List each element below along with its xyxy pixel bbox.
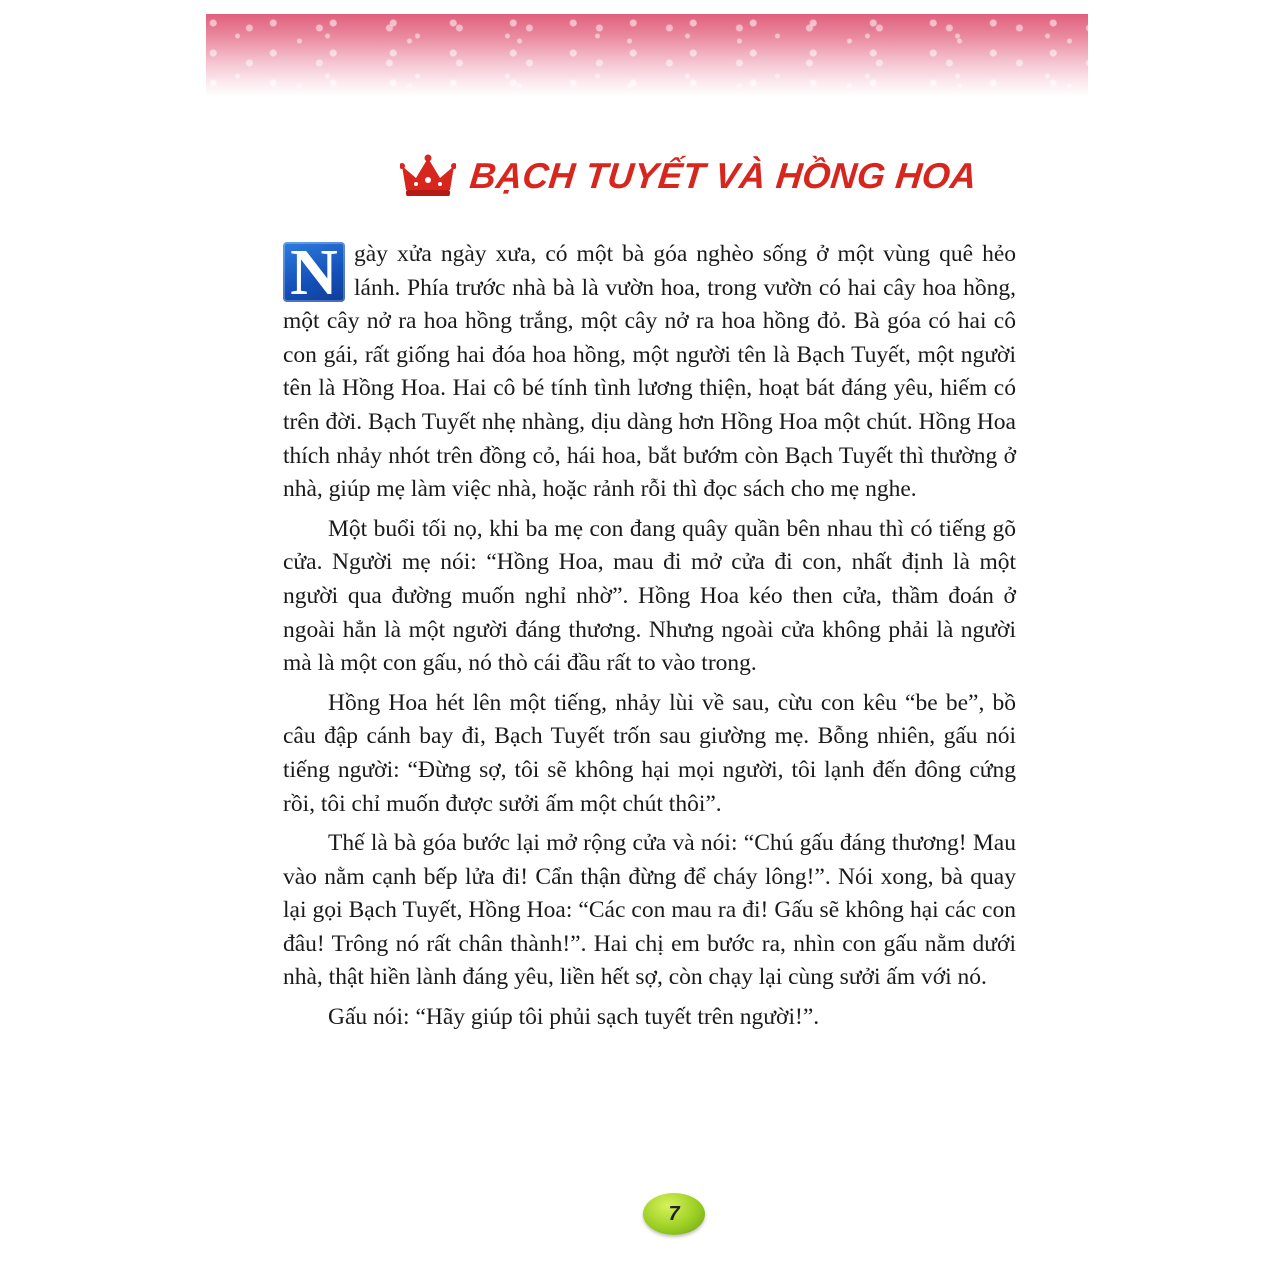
drop-cap-letter: N bbox=[283, 242, 345, 302]
page-number-badge bbox=[643, 1193, 705, 1235]
page-number: 7 bbox=[668, 1202, 680, 1225]
paragraph: Một buổi tối nọ, khi ba mẹ con đang quây quần bên nhau thì có tiếng gõ cửa. Người mẹ nói: “Hồng Hoa, mau đi mở cửa đi con, nhất định là một người qua đường muốn nghỉ nhờ”. Hồng Hoa kéo then cửa, thầm đoán ở ngoài hẳn là một người đáng thương. Nhưng ngoài cửa không phải là người mà là một con gấu, nó thò cái đầu rất to vào trong. bbox=[283, 515, 1016, 677]
crown-icon bbox=[400, 154, 456, 198]
title-block bbox=[400, 146, 977, 206]
paragraph: Thế là bà góa bước lại mở rộng cửa và nói: “Chú gấu đáng thương! Mau vào nằm cạnh bếp lửa đi! Cẩn thận đừng để cháy lông!”. Nói xong, bà quay lại gọi Bạch Tuyết, Hồng Hoa: “Các con mau ra đi! Gấu sẽ không hại các con đâu! Trông nó rất chân thành!”. Hai chị em bước ra, nhìn con gấu nằm dưới nhà, thật hiền lành đáng yêu, liền hết sợ, còn chạy lại cùng sưởi ấm với nó. bbox=[283, 830, 1016, 991]
story-title: BẠCH TUYẾT VÀ HỒNG HOA bbox=[467, 155, 979, 196]
paragraph bbox=[283, 238, 1016, 507]
paragraph: Gấu nói: “Hãy giúp tôi phủi sạch tuyết trên người!”. bbox=[328, 1004, 820, 1031]
story-body bbox=[283, 238, 1016, 1041]
header-decoration-band bbox=[206, 14, 1088, 96]
paragraph: Hồng Hoa hét lên một tiếng, nhảy lùi về sau, cừu con kêu “be be”, bồ câu đập cánh bay đi, Bạch Tuyết trốn sau giường mẹ. Bỗng nhiên, gấu nói tiếng người: “Đừng sợ, tôi sẽ không hại mọi người, tôi lạnh đến đông cứng rồi, tôi chỉ muốn được sưởi ấm một chút thôi”. bbox=[283, 689, 1016, 817]
paragraph-text: gày xửa ngày xưa, có một bà góa nghèo sống ở một vùng quê hẻo lánh. Phía trước nhà bà là vườn hoa, trong vườn có hai cây hoa hồng, một cây nở ra hoa hồng trắng, một cây nở ra hoa hồng đỏ. Bà góa có hai cô con gái, rất giống hai đóa hoa hồng, một người tên là Bạch Tuyết, một người tên là Hồng Hoa. Hai cô bé tính tình lương thiện, hoạt bát đáng yêu, hiếm có trên đời. Bạch Tuyết nhẹ nhàng, dịu dàng hơn Hồng Hoa một chút. Hồng Hoa thích nhảy nhót trên đồng cỏ, hái hoa, bắt bướm còn Bạch Tuyết thì thường ở nhà, giúp mẹ làm việc nhà, hoặc rảnh rỗi thì đọc sách cho mẹ nghe. bbox=[283, 241, 1016, 503]
